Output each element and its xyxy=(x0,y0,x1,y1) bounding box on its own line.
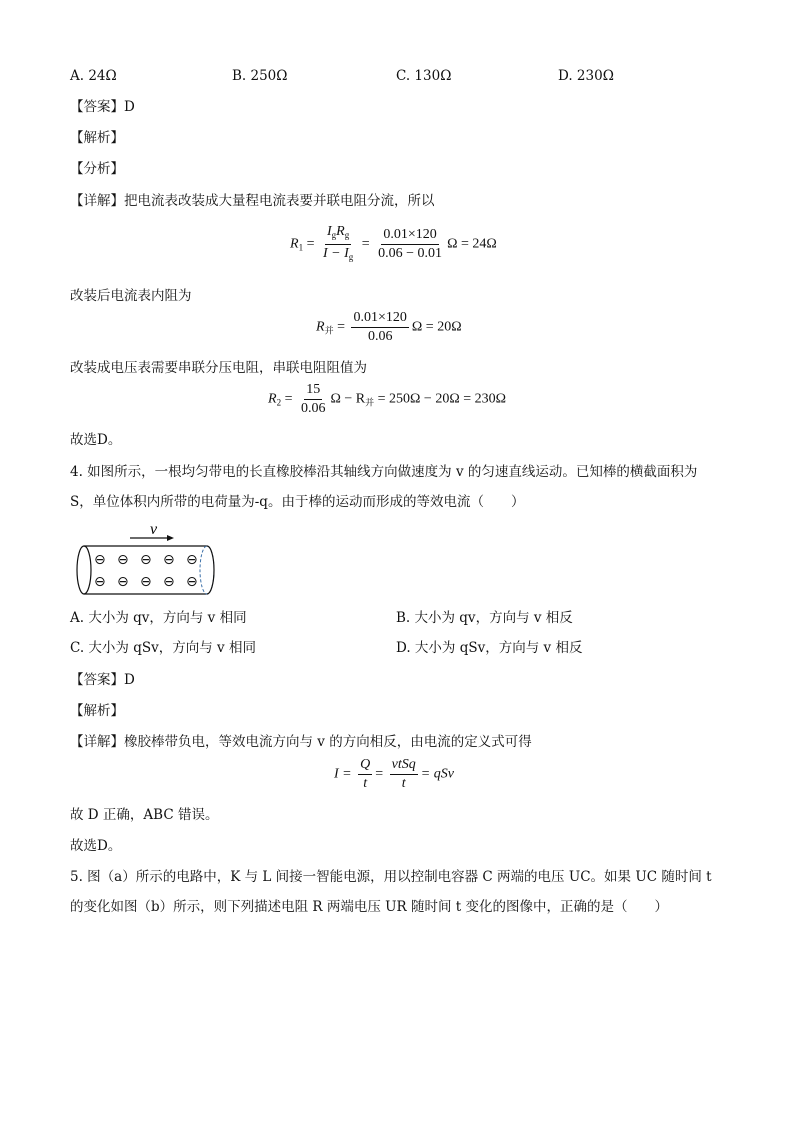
q3-option-a: A. 24Ω xyxy=(70,68,117,84)
q3-text-internal-resistance: 改装后电流表内阻为 xyxy=(70,288,192,304)
q4-stem-line-2: S，单位体积内所带的电荷量为-q。由于棒的运动而形成的等效电流（ ） xyxy=(70,494,525,510)
q4-option-d: D. 大小为 qSv，方向与 v 相反 xyxy=(396,640,583,656)
q3-equation-2: $R_并$ = $\frac{0.01\times 120}{0.06}$ Ω = 20Ω xyxy=(316,310,462,344)
charge-symbol: ⊖ xyxy=(117,574,129,590)
charge-symbol: ⊖ xyxy=(94,552,106,568)
eq1-fraction-1: $\frac{I_gR_g}{I - I_g}$ xyxy=(322,224,354,262)
q3-option-b: B. 250Ω xyxy=(232,68,288,84)
q3-equation-3: $R_2$ = $\frac{15}{0.06}$ $\Omega - R_并 = 250\Omega - 20\Omega = 230\Omega$ xyxy=(268,382,507,416)
rod-left-end xyxy=(77,546,91,594)
q4-option-c: C. 大小为 qSv，方向与 v 相同 xyxy=(70,640,256,656)
q4-option-a: A. 大小为 qv，方向与 v 相同 xyxy=(70,610,247,626)
q4-equation: I = $\frac{Q}{t}$ = $\frac{\text{vtSq}}{t}$ = qSv xyxy=(334,757,454,791)
q5-stem-line-2: 的变化如图（b）所示，则下列描述电阻 R 两端电压 UR 随时间 t 变化的图像中，正确的是（ ） xyxy=(70,899,669,915)
charge-symbol: ⊖ xyxy=(117,552,129,568)
velocity-arrowhead xyxy=(167,535,174,541)
charge-symbol: ⊖ xyxy=(186,574,198,590)
q3-answer: 【答案】D xyxy=(70,99,135,115)
q4-option-b: B. 大小为 qv，方向与 v 相反 xyxy=(396,610,573,626)
q3-equation-1: $R_1$ = $\frac{I_gR_g}{I - I_g}$ = $\frac{0.01\times 120}{0.06 - 0.01}$ Ω = 24Ω xyxy=(290,224,497,265)
q4-analysis-heading: 【解析】 xyxy=(70,703,124,719)
negative-charges xyxy=(94,552,198,590)
q4-text-correct: 故 D 正确，ABC 错误。 xyxy=(70,807,219,823)
q3-option-d: D. 230Ω xyxy=(558,68,614,84)
q4-answer: 【答案】D xyxy=(70,672,135,688)
charged-rod-figure xyxy=(72,520,232,600)
charge-symbol: ⊖ xyxy=(140,574,152,590)
velocity-label: v xyxy=(150,521,158,538)
charge-symbol: ⊖ xyxy=(186,552,198,568)
q3-conclusion: 故选D。 xyxy=(70,432,122,448)
eq1-lhs: R xyxy=(290,236,299,252)
eq1-fraction-2: $\frac{0.01\times 120}{0.06 - 0.01}$ xyxy=(378,227,443,261)
q3-option-c: C. 130Ω xyxy=(396,68,452,84)
charge-symbol: ⊖ xyxy=(140,552,152,568)
eq1-lhs-sub: 1 xyxy=(298,242,304,253)
q3-analysis-heading: 【解析】 xyxy=(70,130,124,146)
rod-right-end-visible xyxy=(207,546,214,594)
q4-stem-line-1: 4. 如图所示，一根均匀带电的长直橡胶棒沿其轴线方向做速度为 v 的匀速直线运动。已知棒的横截面积为 xyxy=(70,464,698,480)
charge-symbol: ⊖ xyxy=(163,552,175,568)
q3-fenxi-heading: 【分析】 xyxy=(70,161,124,177)
q4-conclusion: 故选D。 xyxy=(70,838,122,854)
q3-detail-text: 【详解】把电流表改装成大量程电流表要并联电阻分流，所以 xyxy=(70,193,435,209)
charge-symbol: ⊖ xyxy=(163,574,175,590)
q4-detail-text: 【详解】橡胶棒带负电，等效电流方向与 v 的方向相反，由电流的定义式可得 xyxy=(70,734,532,750)
q3-text-series-resistor: 改装成电压表需要串联分压电阻，串联电阻阻值为 xyxy=(70,360,367,376)
eq1-tail: Ω = 24Ω xyxy=(447,236,497,252)
charge-symbol: ⊖ xyxy=(94,574,106,590)
q5-stem-line-1: 5. 图（a）所示的电路中，K 与 L 间接一智能电源，用以控制电容器 C 两端的电压 UC。如果 UC 随时间 t xyxy=(70,869,712,885)
